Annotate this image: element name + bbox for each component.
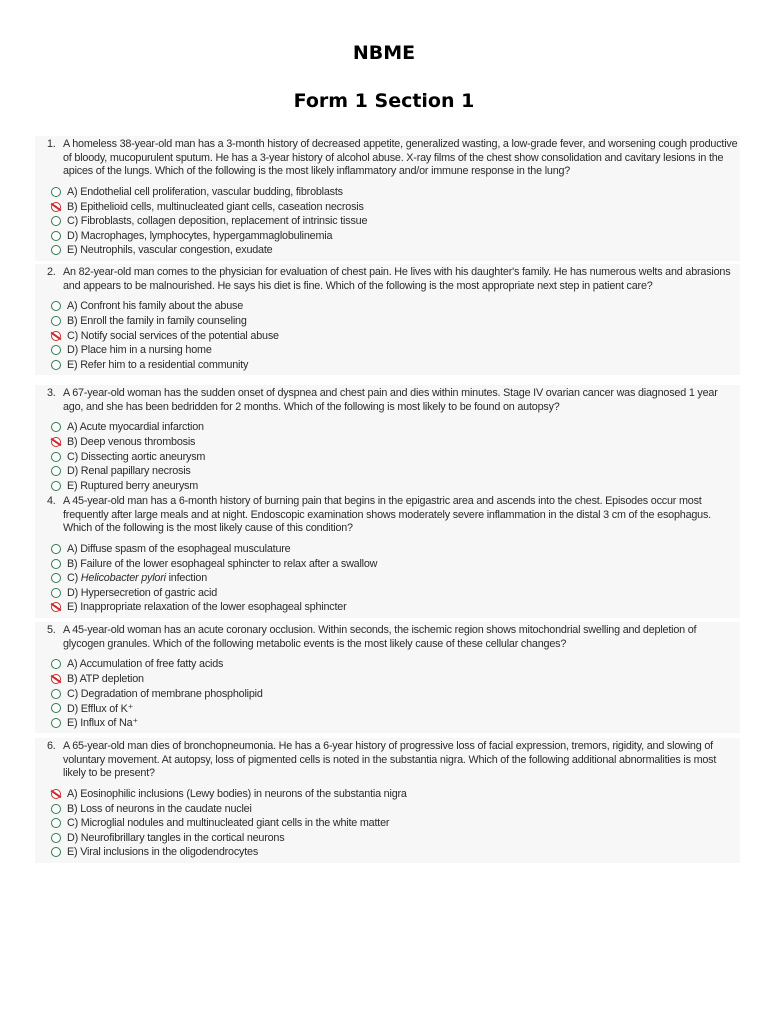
question-stem xyxy=(35,495,740,536)
radio-button-selected-icon[interactable] xyxy=(51,331,61,341)
question-number: 6. xyxy=(47,740,56,752)
question-6 xyxy=(35,738,740,863)
answer-option-a[interactable] xyxy=(51,185,740,200)
answer-option-b[interactable] xyxy=(51,435,740,450)
answer-option-a[interactable] xyxy=(51,657,740,672)
option-label: D) Place him in a nursing home xyxy=(67,344,212,357)
radio-button-icon[interactable] xyxy=(51,703,61,713)
question-stem xyxy=(35,266,740,293)
question-stem xyxy=(35,624,740,651)
question-5 xyxy=(35,622,740,733)
option-label: A) Accumulation of free fatty acids xyxy=(67,658,224,671)
option-label: C) Microglial nodules and multinucleated giant cells in the white matter xyxy=(67,817,390,830)
radio-button-icon[interactable] xyxy=(51,588,61,598)
answer-option-c[interactable] xyxy=(51,816,740,831)
option-label: E) Refer him to a residential community xyxy=(67,358,249,371)
option-label: B) Epithelioid cells, multinucleated giant cells, caseation necrosis xyxy=(67,200,364,213)
radio-button-icon[interactable] xyxy=(51,573,61,583)
option-label: B) Deep venous thrombosis xyxy=(67,436,196,449)
option-label: C) Dissecting aortic aneurysm xyxy=(67,450,206,463)
answer-option-b[interactable] xyxy=(51,672,740,687)
radio-button-selected-icon[interactable] xyxy=(51,789,61,799)
radio-button-selected-icon[interactable] xyxy=(51,437,61,447)
radio-button-icon[interactable] xyxy=(51,718,61,728)
answer-option-b[interactable] xyxy=(51,801,740,816)
question-number: 3. xyxy=(47,387,56,399)
option-label: D) Renal papillary necrosis xyxy=(67,465,191,478)
option-label: E) Ruptured berry aneurysm xyxy=(67,479,199,492)
option-label: C) Helicobacter pylori infection xyxy=(67,572,208,585)
answer-option-d[interactable] xyxy=(51,701,740,716)
answer-option-d[interactable] xyxy=(51,343,740,358)
option-label: A) Acute myocardial infarction xyxy=(67,421,204,434)
option-label: A) Confront his family about the abuse xyxy=(67,300,244,313)
question-number: 5. xyxy=(47,624,56,636)
answer-option-e[interactable] xyxy=(51,845,740,860)
radio-button-icon[interactable] xyxy=(51,422,61,432)
option-label: B) Failure of the lower esophageal sphincter to relax after a swallow xyxy=(67,557,378,570)
question-stem xyxy=(35,138,740,179)
answer-options xyxy=(51,185,740,258)
radio-button-icon[interactable] xyxy=(51,187,61,197)
answer-option-e[interactable] xyxy=(51,600,740,615)
radio-button-icon[interactable] xyxy=(51,559,61,569)
option-label: C) Fibroblasts, collagen deposition, replacement of intrinsic tissue xyxy=(67,215,368,228)
option-label: D) Efflux of K⁺ xyxy=(67,702,134,715)
radio-button-icon[interactable] xyxy=(51,544,61,554)
radio-button-icon[interactable] xyxy=(51,833,61,843)
option-label: D) Hypersecretion of gastric acid xyxy=(67,586,218,599)
question-number: 4. xyxy=(47,495,56,507)
radio-button-icon[interactable] xyxy=(51,804,61,814)
question-1 xyxy=(35,136,740,261)
answer-option-d[interactable] xyxy=(51,586,740,601)
option-label: B) Loss of neurons in the caudate nuclei xyxy=(67,802,252,815)
option-label: D) Macrophages, lymphocytes, hypergammaglobulinemia xyxy=(67,229,333,242)
answer-option-e[interactable] xyxy=(51,358,740,373)
question-text: A 67-year-old woman has the sudden onset of dyspnea and chest pain and dies within minutes. Stage IV ovarian cancer was diagnosed 1 year ago, and she has been bedridden for 2 months. Which of the following is most likely to be found on autopsy? xyxy=(63,387,718,413)
radio-button-icon[interactable] xyxy=(51,481,61,491)
answer-option-b[interactable] xyxy=(51,314,740,329)
answer-option-d[interactable] xyxy=(51,464,740,479)
radio-button-icon[interactable] xyxy=(51,466,61,476)
radio-button-selected-icon[interactable] xyxy=(51,602,61,612)
question-number: 1. xyxy=(47,138,56,150)
answer-option-e[interactable] xyxy=(51,716,740,731)
question-3 xyxy=(35,385,740,496)
option-label: E) Influx of Na⁺ xyxy=(67,717,138,730)
option-label: B) Enroll the family in family counseling xyxy=(67,315,247,328)
question-text: A 65-year-old man dies of bronchopneumonia. He has a 6-year history of progressive loss of facial expression, tremors, rigidity, and slowing of voluntary movement. At autopsy, loss of pigmented cells is noted in the substantia nigra. Which of the following additional abnormalities is most likely to be present? xyxy=(63,740,717,780)
answer-options xyxy=(51,787,740,860)
question-text: An 82-year-old man comes to the physician for evaluation of chest pain. He lives with his daughter's family. He has numerous welts and abrasions and appears to be malnourished. He says his diet is fine. Which of the following is the most appropriate next step in patient care? xyxy=(63,266,731,292)
option-label: E) Viral inclusions in the oligodendrocytes xyxy=(67,846,259,859)
question-2 xyxy=(35,264,740,375)
radio-button-icon[interactable] xyxy=(51,345,61,355)
question-stem xyxy=(35,740,740,781)
answer-option-d[interactable] xyxy=(51,229,740,244)
answer-option-a[interactable] xyxy=(51,299,740,314)
answer-options xyxy=(51,657,740,730)
answer-option-d[interactable] xyxy=(51,831,740,846)
answer-option-c[interactable] xyxy=(51,686,740,701)
answer-options xyxy=(51,299,740,372)
answer-option-a[interactable] xyxy=(51,420,740,435)
radio-button-icon[interactable] xyxy=(51,360,61,370)
option-label: C) Degradation of membrane phospholipid xyxy=(67,687,263,700)
answer-option-a[interactable] xyxy=(51,542,740,557)
radio-button-selected-icon[interactable] xyxy=(51,202,61,212)
question-text: A 45-year-old woman has an acute coronary occlusion. Within seconds, the ischemic region shows mitochondrial swelling and depletion of glycogen granules. Which of the following metabolic events is the most likely cause of these cellular changes? xyxy=(63,624,697,650)
option-label: B) ATP depletion xyxy=(67,673,144,686)
answer-option-c[interactable] xyxy=(51,328,740,343)
question-text: A 45-year-old man has a 6-month history of burning pain that begins in the epigastric area and ascends into the chest. Episodes occur most frequently after large meals and at night. Endoscopic examination shows moderately severe inflammation in the distal 3 cm of the esophagus. Which of the following is the most likely cause of this condition? xyxy=(63,495,711,535)
answer-option-c[interactable] xyxy=(51,214,740,229)
question-stem xyxy=(35,387,740,414)
question-4 xyxy=(35,493,740,618)
option-label: A) Diffuse spasm of the esophageal musculature xyxy=(67,543,291,556)
question-number: 2. xyxy=(47,266,56,278)
answer-options xyxy=(51,542,740,615)
radio-button-icon[interactable] xyxy=(51,847,61,857)
radio-button-icon[interactable] xyxy=(51,316,61,326)
radio-button-icon[interactable] xyxy=(51,231,61,241)
answer-option-b[interactable] xyxy=(51,199,740,214)
option-label: A) Endothelial cell proliferation, vascular budding, fibroblasts xyxy=(67,186,343,199)
page-title: NBME xyxy=(352,42,416,64)
option-label: A) Eosinophilic inclusions (Lewy bodies) in neurons of the substantia nigra xyxy=(67,788,407,801)
radio-button-icon[interactable] xyxy=(51,818,61,828)
page-subtitle: Form 1 Section 1 xyxy=(293,90,475,112)
option-label: C) Notify social services of the potential abuse xyxy=(67,329,279,342)
radio-button-icon[interactable] xyxy=(51,659,61,669)
radio-button-icon[interactable] xyxy=(51,452,61,462)
question-text: A homeless 38-year-old man has a 3-month history of decreased appetite, generalized wasting, a low-grade fever, and worsening cough productive of bloody, mucopurulent sputum. He has a 3-year history of alcohol abuse. X-ray films of the chest show consolidation and cavitary lesions in the apices of the lungs. Which of the following is the most likely inflammatory and/or immune response in the lung? xyxy=(63,138,738,178)
answer-option-e[interactable] xyxy=(51,243,740,258)
answer-option-a[interactable] xyxy=(51,787,740,802)
answer-option-c[interactable] xyxy=(51,449,740,464)
option-label: E) Inappropriate relaxation of the lower esophageal sphincter xyxy=(67,601,347,614)
radio-button-selected-icon[interactable] xyxy=(51,674,61,684)
option-label: D) Neurofibrillary tangles in the cortical neurons xyxy=(67,831,285,844)
answer-option-b[interactable] xyxy=(51,556,740,571)
answer-option-c[interactable] xyxy=(51,571,740,586)
radio-button-icon[interactable] xyxy=(51,245,61,255)
radio-button-icon[interactable] xyxy=(51,689,61,699)
option-label: E) Neutrophils, vascular congestion, exudate xyxy=(67,244,273,257)
radio-button-icon[interactable] xyxy=(51,216,61,226)
answer-option-e[interactable] xyxy=(51,479,740,494)
radio-button-icon[interactable] xyxy=(51,301,61,311)
answer-options xyxy=(51,420,740,493)
